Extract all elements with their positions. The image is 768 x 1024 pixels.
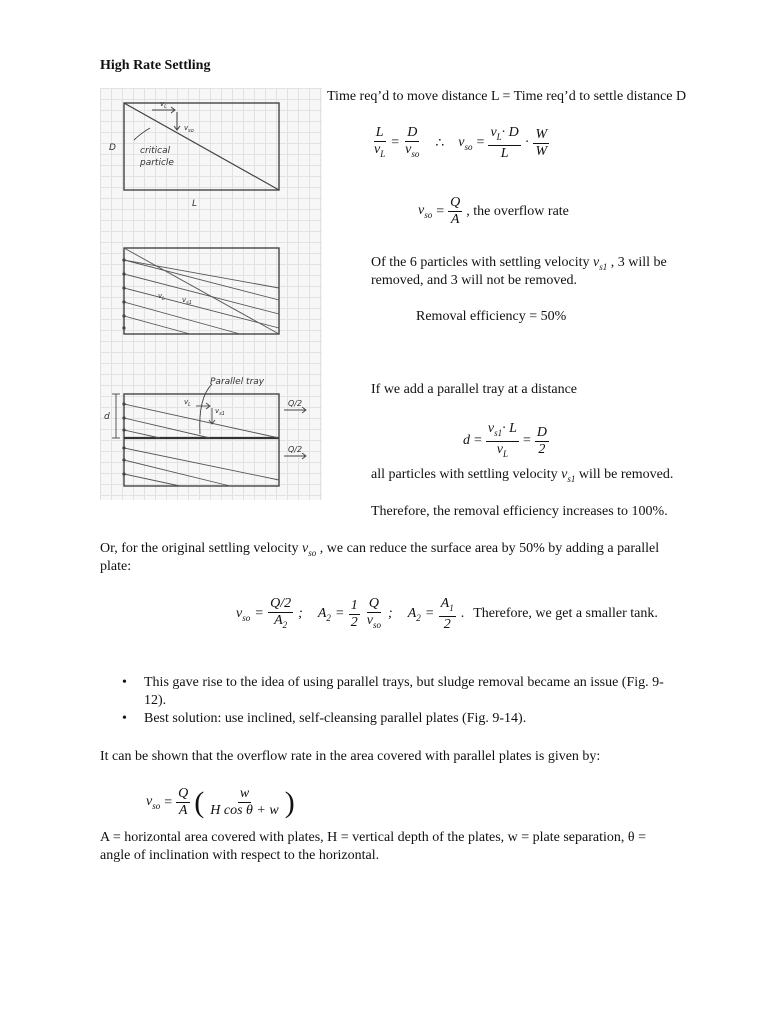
bullet-list: [100, 674, 740, 728]
settling-sketch-figure: [100, 88, 322, 500]
depth-label: D: [109, 143, 116, 153]
vl-label-3: $v_L$: [184, 398, 191, 408]
parallel-tray-label: Parallel tray: [210, 377, 265, 387]
particles-line-1: Of the 6 particles with settling velocity $v_{s1}$ , 3 will be: [371, 255, 667, 272]
page-title: High Rate Settling: [100, 58, 211, 73]
definitions-line-2: angle of inclination with respect to the horizontal.: [100, 848, 380, 863]
equation-plate-overflow: $v_{so}$ = $\frac{Q}{A}$ ( $\frac{w}{\text{H cos θ + w}}$ ): [146, 785, 295, 819]
critical-label: critical: [140, 146, 171, 156]
particles-line-2: removed, and 3 will not be removed.: [371, 273, 578, 288]
vl-label-2: $v_L$: [158, 292, 165, 302]
original-line-1: Or, for the original settling velocity $v_{so}$ , we can reduce the surface area by 50% by adding a parallel: [100, 541, 660, 558]
all-particles-removed: all particles with settling velocity $v_{s1}$ will be removed.: [371, 467, 674, 484]
equation-smaller-tank: $v_{so}$ = $\frac{Q/2}{A_2}$ ; $A_2$ = $\frac{1}{2}$ $\frac{Q}{v_{so}}$ ; $A_2$ = $\frac{A_1}{2}$ . Therefore, we get a smaller tank.: [236, 596, 658, 632]
vl-label: $v_L$: [160, 100, 167, 110]
tray-intro: If we add a parallel tray at a distance: [371, 382, 578, 397]
vs1-label-2: $v_{s1}$: [182, 296, 192, 306]
overflow-statement: It can be shown that the overflow rate in the area covered with parallel plates is given by:: [100, 749, 601, 764]
removal-efficiency: Removal efficiency = 50%: [416, 309, 567, 324]
definitions-line-1: A = horizontal area covered with plates, H = vertical depth of the plates, w = plate separation, θ =: [100, 830, 646, 845]
intro-statement: Time req’d to move distance L = Time req’d to settle distance D: [327, 89, 687, 104]
outflow-label-top: Q/2: [288, 399, 303, 408]
particle-trajectories-2: [124, 248, 279, 334]
list-item: • Best solution: use inclined, self-cleansing parallel plates (Fig. 9-14).: [122, 711, 527, 726]
vso-label: $v_{so}$: [184, 124, 194, 134]
equation-time-balance: $\frac{L}{v_L}$ = $\frac{D}{v_{so}}$ ∴ $v_{so}$ = $\frac{v_L\cdot D}{L}$ · $\frac{W}{W}$: [374, 125, 548, 161]
particle-trajectories-3: [124, 404, 279, 486]
length-label: L: [192, 199, 198, 209]
outflow-label-bottom: Q/2: [288, 445, 303, 454]
critical-pointer: [134, 128, 150, 140]
equation-overflow-rate: $v_{so}$ = $\frac{Q}{A}$ , the overflow rate: [418, 195, 569, 227]
tray-pointer: [200, 384, 212, 434]
equation-tray-distance: d = $\frac{v_{s1}\cdot L}{v_L}$ = $\frac{D}{2}$: [463, 421, 547, 459]
particle-label: particle: [140, 158, 174, 168]
list-item: • This gave rise to the idea of using parallel trays, but sludge removal became an issue (Fig. 9- 12).: [122, 675, 664, 708]
original-line-2: plate:: [100, 559, 132, 574]
settling-sketch: [100, 88, 322, 500]
vs1-label-3: $v_{s1}$: [215, 407, 225, 417]
tray-distance-label: d: [104, 412, 110, 422]
efficiency-100: Therefore, the removal efficiency increases to 100%.: [371, 504, 668, 519]
